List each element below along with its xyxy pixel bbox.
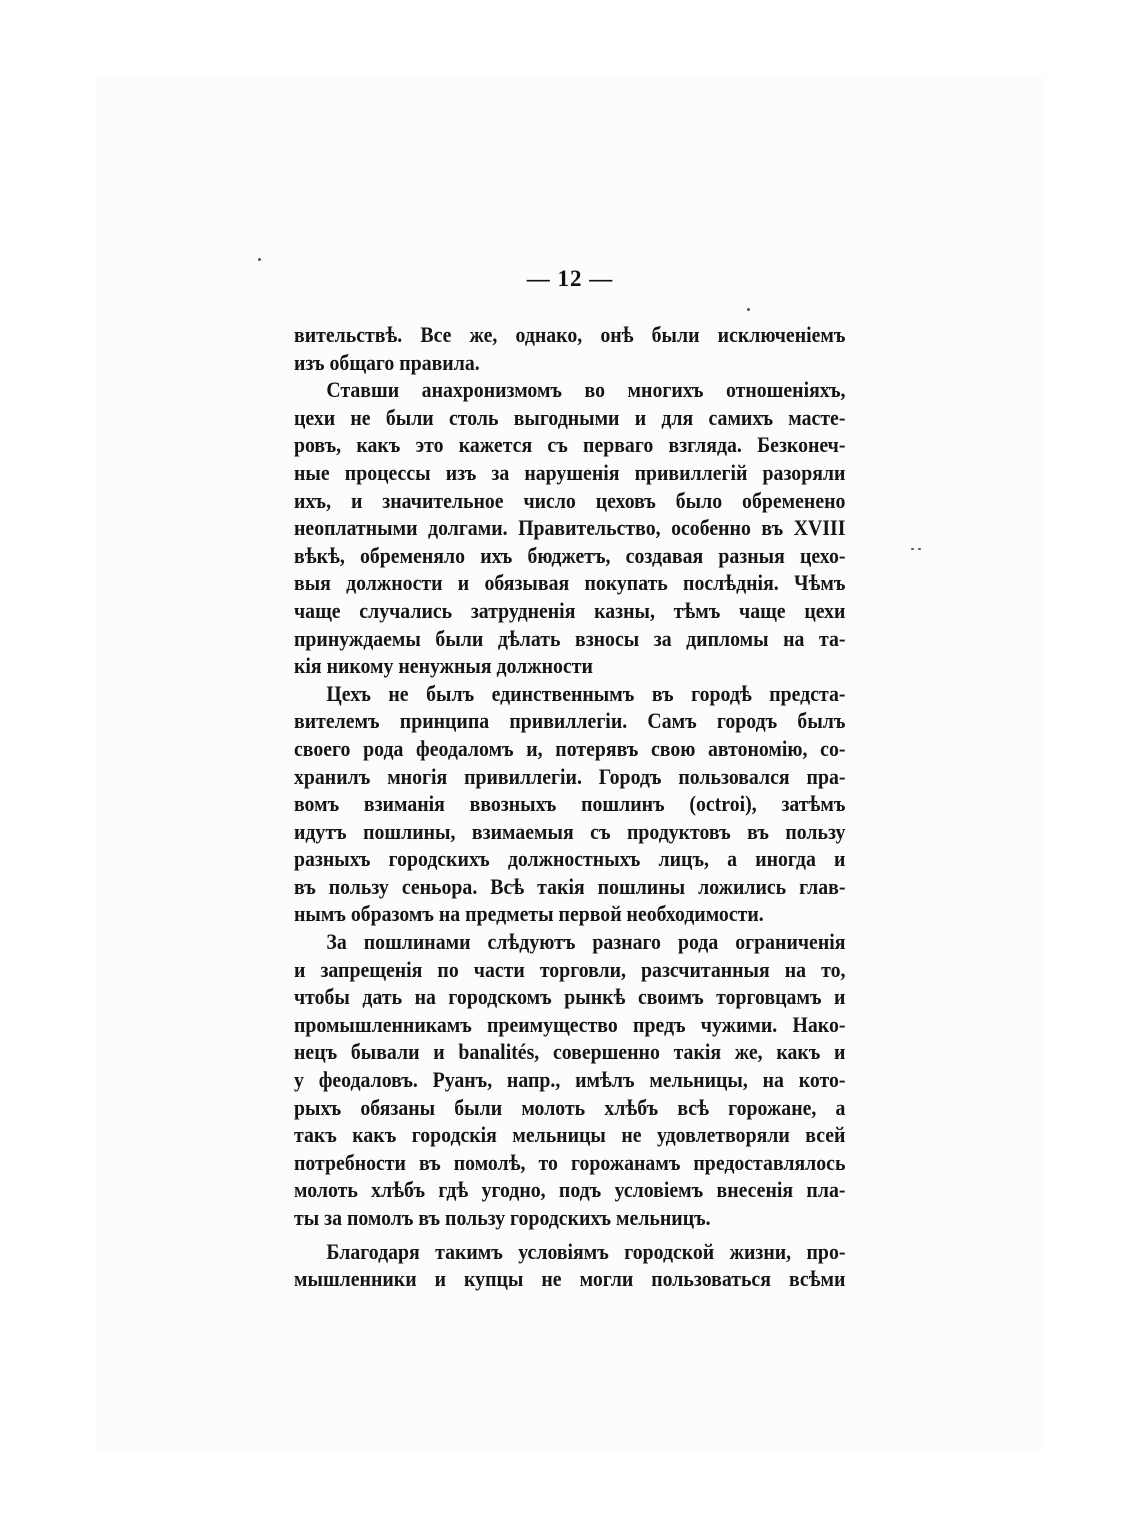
text-line: идутъ пошлины, взимаемыя съ продуктовъ въ пользу (294, 818, 846, 844)
text-line: у феодаловъ. Руанъ, напр., имѣлъ мельницы, на кото- (294, 1067, 846, 1093)
scan-speck (918, 548, 921, 550)
text-line: вителемъ принципа привиллегіи. Самъ городъ былъ (294, 708, 846, 734)
text-line: принуждаемы были дѣлать взносы за дипломы на та- (294, 625, 846, 651)
page-number: — 12 — (526, 266, 614, 291)
paragraph (294, 376, 846, 680)
text-line: и запрещенія по части торговли, разсчитанныя на то, (294, 956, 846, 982)
paragraph (294, 1238, 846, 1293)
text-line: промышленникамъ преимущество предъ чужими. Нако- (294, 1011, 846, 1037)
text-line: нецъ бывали и banalités, совершенно такія же, какъ и (294, 1039, 846, 1065)
text-line: такъ какъ городскія мельницы не удовлетворяли всей (294, 1122, 846, 1148)
text-line: потребности въ помолѣ, то горожанамъ предоставлялось (294, 1149, 846, 1175)
text-line: мышленники и купцы не могли пользоваться всѣми (294, 1266, 846, 1292)
text-line: своего рода феодаломъ и, потерявъ свою автономію, со- (294, 735, 846, 761)
text-line: ихъ, и значительное число цеховъ было обременено (294, 487, 846, 513)
scan-speck (747, 308, 750, 311)
scan-speck (258, 258, 261, 261)
text-line: За пошлинами слѣдуютъ разнаго рода ограниченія (326, 929, 846, 955)
paragraph (294, 321, 846, 376)
paragraph (294, 680, 846, 928)
text-line: хранилъ многія привиллегіи. Городъ пользовался пра- (294, 763, 846, 789)
text-line: въ пользу сеньора. Всѣ такія пошлины ложились глав- (294, 873, 846, 899)
body-text (294, 321, 846, 1293)
paragraph (294, 928, 846, 1232)
text-line: чаще случались затрудненія казны, тѣмъ чаще цехи (294, 597, 846, 623)
text-line: кія никому ненужныя должности (294, 653, 593, 679)
text-line: вительствѣ. Все же, однако, онѣ были исключеніемъ (294, 322, 846, 347)
text-line: ные процессы изъ за нарушенія привиллегій разоряли (294, 459, 846, 485)
text-line: нымъ образомъ на предметы первой необходимости. (294, 901, 764, 927)
scan-speck (911, 548, 914, 550)
text-line: ровъ, какъ это кажется съ перваго взгляда. Безконеч- (294, 432, 846, 458)
text-line: рыхъ обязаны были молоть хлѣбъ всѣ горожане, а (294, 1094, 846, 1120)
text-line: чтобы дать на городскомъ рынкѣ своимъ торговцамъ и (294, 984, 846, 1010)
text-line: выя должности и обязывая покупать послѣднія. Чѣмъ (294, 570, 846, 596)
text-line: разныхъ городскихъ должностныхъ лицъ, а иногда и (294, 846, 846, 872)
text-line: вомъ взиманія ввозныхъ пошлинъ (octroi), затѣмъ (294, 791, 846, 817)
text-line: Цехъ не былъ единственнымъ въ городѣ предста- (326, 680, 846, 706)
text-line: вѣкѣ, обременяло ихъ бюджетъ, создавая разныя цехо- (294, 542, 846, 568)
text-line: Ставши анахронизмомъ во многихъ отношеніяхъ, (326, 377, 846, 403)
text-line: изъ общаго правила. (294, 349, 480, 375)
text-line: ты за помолъ въ пользу городскихъ мельницъ. (294, 1205, 711, 1230)
text-line: неоплатными долгами. Правительство, особенно въ XVIII (294, 515, 846, 541)
text-line: молоть хлѣбъ гдѣ угодно, подъ условіемъ внесенія пла- (294, 1177, 846, 1203)
text-line: цехи не были столь выгодными и для самихъ масте- (294, 404, 846, 430)
text-line: Благодаря такимъ условіямъ городской жизни, про- (326, 1238, 846, 1264)
